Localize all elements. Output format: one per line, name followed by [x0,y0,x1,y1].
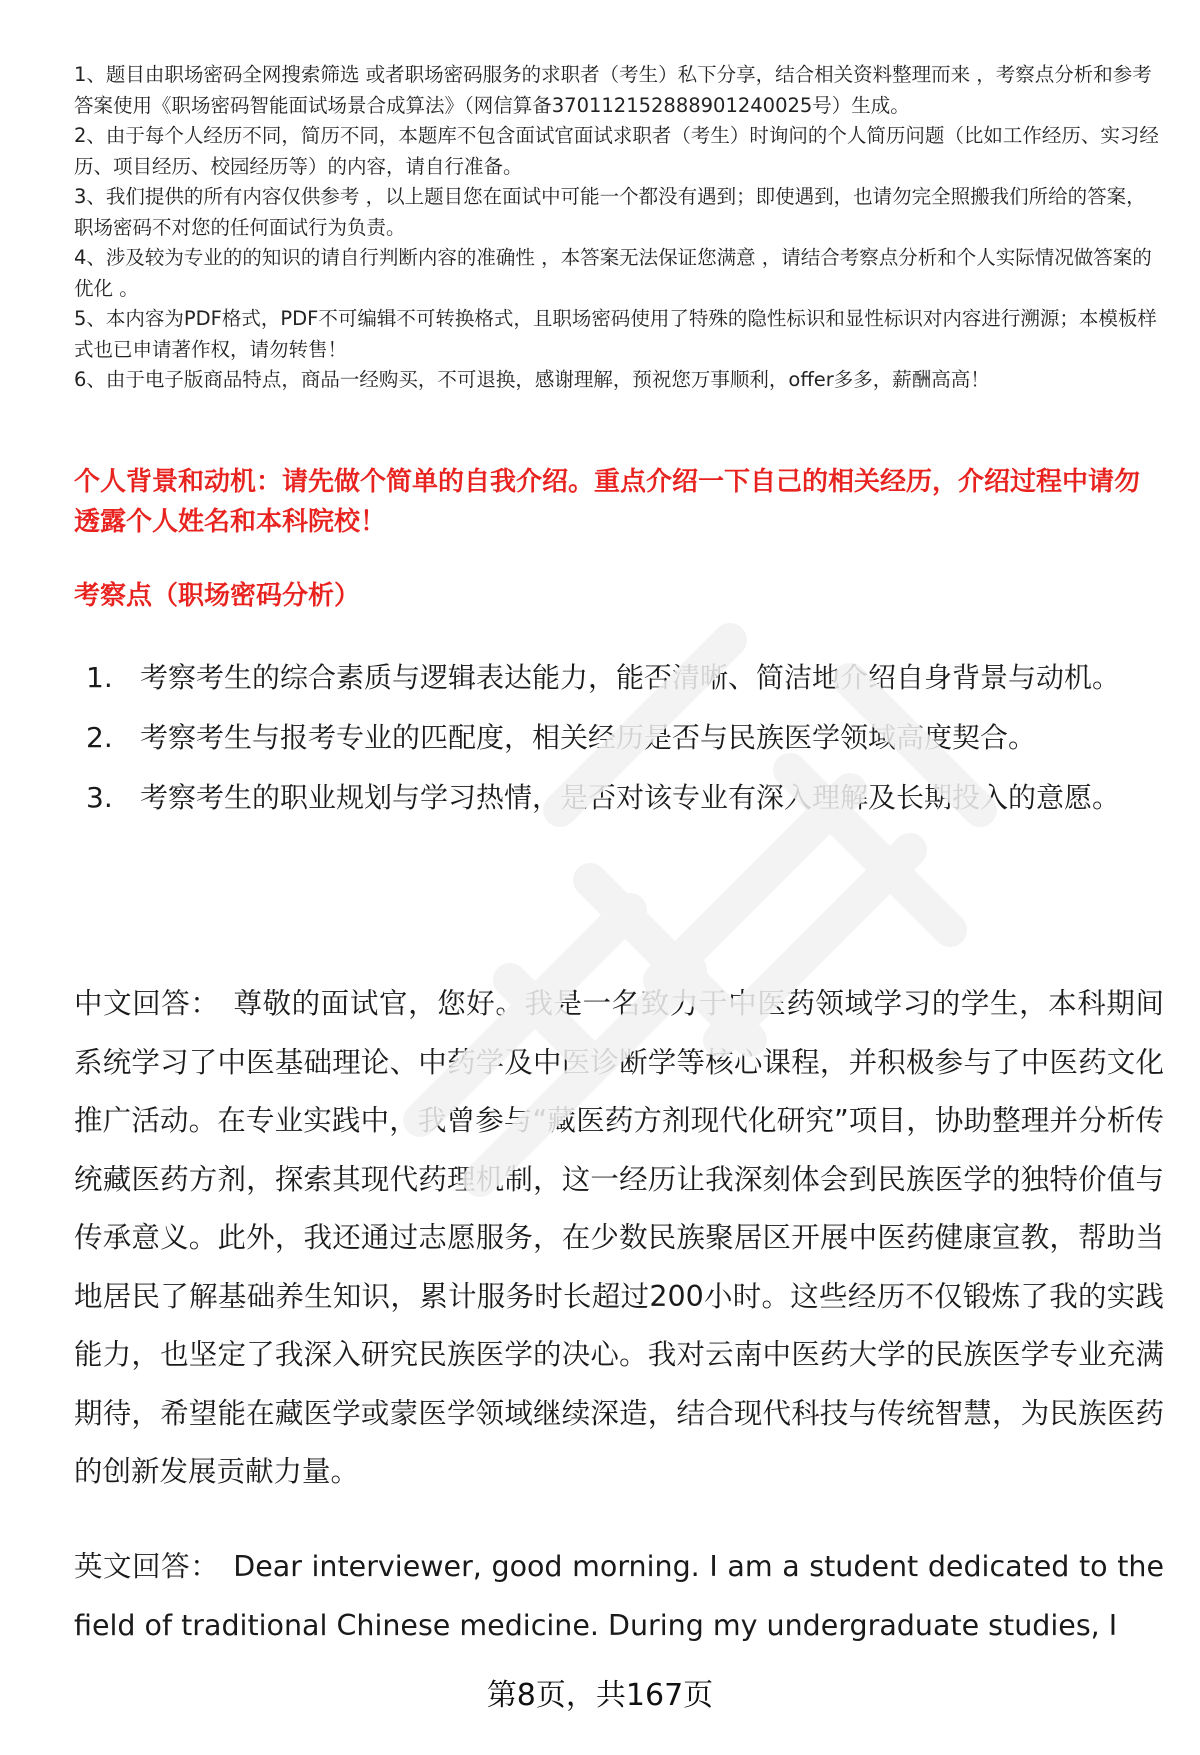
answer-text: Dear interviewer, good morning. I am a student dedicated to the field of traditional Chinese medicine. During my undergraduate studies, I [74,1550,1164,1642]
list-text: 考察考生与报考专业的匹配度，相关经历是否与民族医学领域高度契合。 [140,721,1037,754]
english-answer [74,1538,1164,1655]
section-title: 考察点（职场密码分析） [74,581,361,611]
note-item: 3、我们提供的所有内容仅供参考 ，以上题目您在面试中可能一个都没有遇到；即使遇到，也请勿完全照搬我们所给的答案，职场密码不对您的任何面试行为负责。 [74,185,1146,239]
note-item: 4、涉及较为专业的的知识的请自行判断内容的准确性 ，本答案无法保证您满意 ，请结合考察点分析和个人实际情况做答案的优化 。 [74,246,1152,300]
list-item [74,648,1164,708]
assessment-points [74,648,1164,828]
list-number: 3. [86,781,113,814]
disclaimer-notes [74,60,1164,396]
answer-label: 中文回答： [74,987,220,1020]
list-item [74,708,1164,768]
list-text: 考察考生的综合素质与逻辑表达能力，能否清晰、简洁地介绍自身背景与动机。 [140,661,1121,694]
note-item: 2、由于每个人经历不同，简历不同，本题库不包含面试官面试求职者（考生）时询问的个人简历问题（比如工作经历、实习经历、项目经历、校园经历等）的内容，请自行准备。 [74,124,1159,178]
list-text: 考察考生的职业规划与学习热情，是否对该专业有深入理解及长期投入的意愿。 [140,781,1121,814]
page-number: 第8页，共167页 [486,1678,714,1713]
answer-text: 尊敬的面试官，您好。我是一名致力于中医药领域学习的学生，本科期间系统学习了中医基础理论、中药学及中医诊断学等核心课程，并积极参与了中医药文化推广活动。在专业实践中，我曾参与“藏医药方剂现代化研究”项目，协助整理并分析传统藏医药方剂，探索其现代药理机制，这一经历让我深刻体会到民族医学的独特价值与传承意义。此外，我还通过志愿服务，在少数民族聚居区开展中医药健康宣教，帮助当地居民了解基础养生知识，累计服务时长超过200小时。这些经历不仅锻炼了我的实践能力，也坚定了我深入研究民族医学的决心。我对云南中医药大学的民族医学专业充满期待，希望能在藏医学或蒙医学领域继续深造，结合现代科技与传统智慧，为民族医药的创新发展贡献力量。 [74,987,1164,1488]
note-item: 6、由于电子版商品特点，商品一经购买，不可退换，感谢理解，预祝您万事顺利，offer多多，薪酬高高！ [74,368,990,391]
list-item [74,768,1164,828]
list-number: 2. [86,721,113,754]
answer-label: 英文回答： [74,1550,220,1583]
chinese-answer [74,975,1164,1502]
interview-question: 个人背景和动机：请先做个简单的自我介绍。重点介绍一下自己的相关经历，介绍过程中请勿透露个人姓名和本科院校！ [74,467,1141,537]
note-item: 1、题目由职场密码全网搜索筛选 或者职场密码服务的求职者（考生）私下分享，结合相关资料整理而来 ，考察点分析和参考答案使用《职场密码智能面试场景合成算法》（网信算备370112152888901240025号）生成。 [74,63,1152,117]
note-item: 5、本内容为PDF格式，PDF不可编辑不可转换格式，且职场密码使用了特殊的隐性标识和显性标识对内容进行溯源；本模板样式也已申请著作权，请勿转售！ [74,307,1157,361]
list-number: 1. [86,661,113,694]
